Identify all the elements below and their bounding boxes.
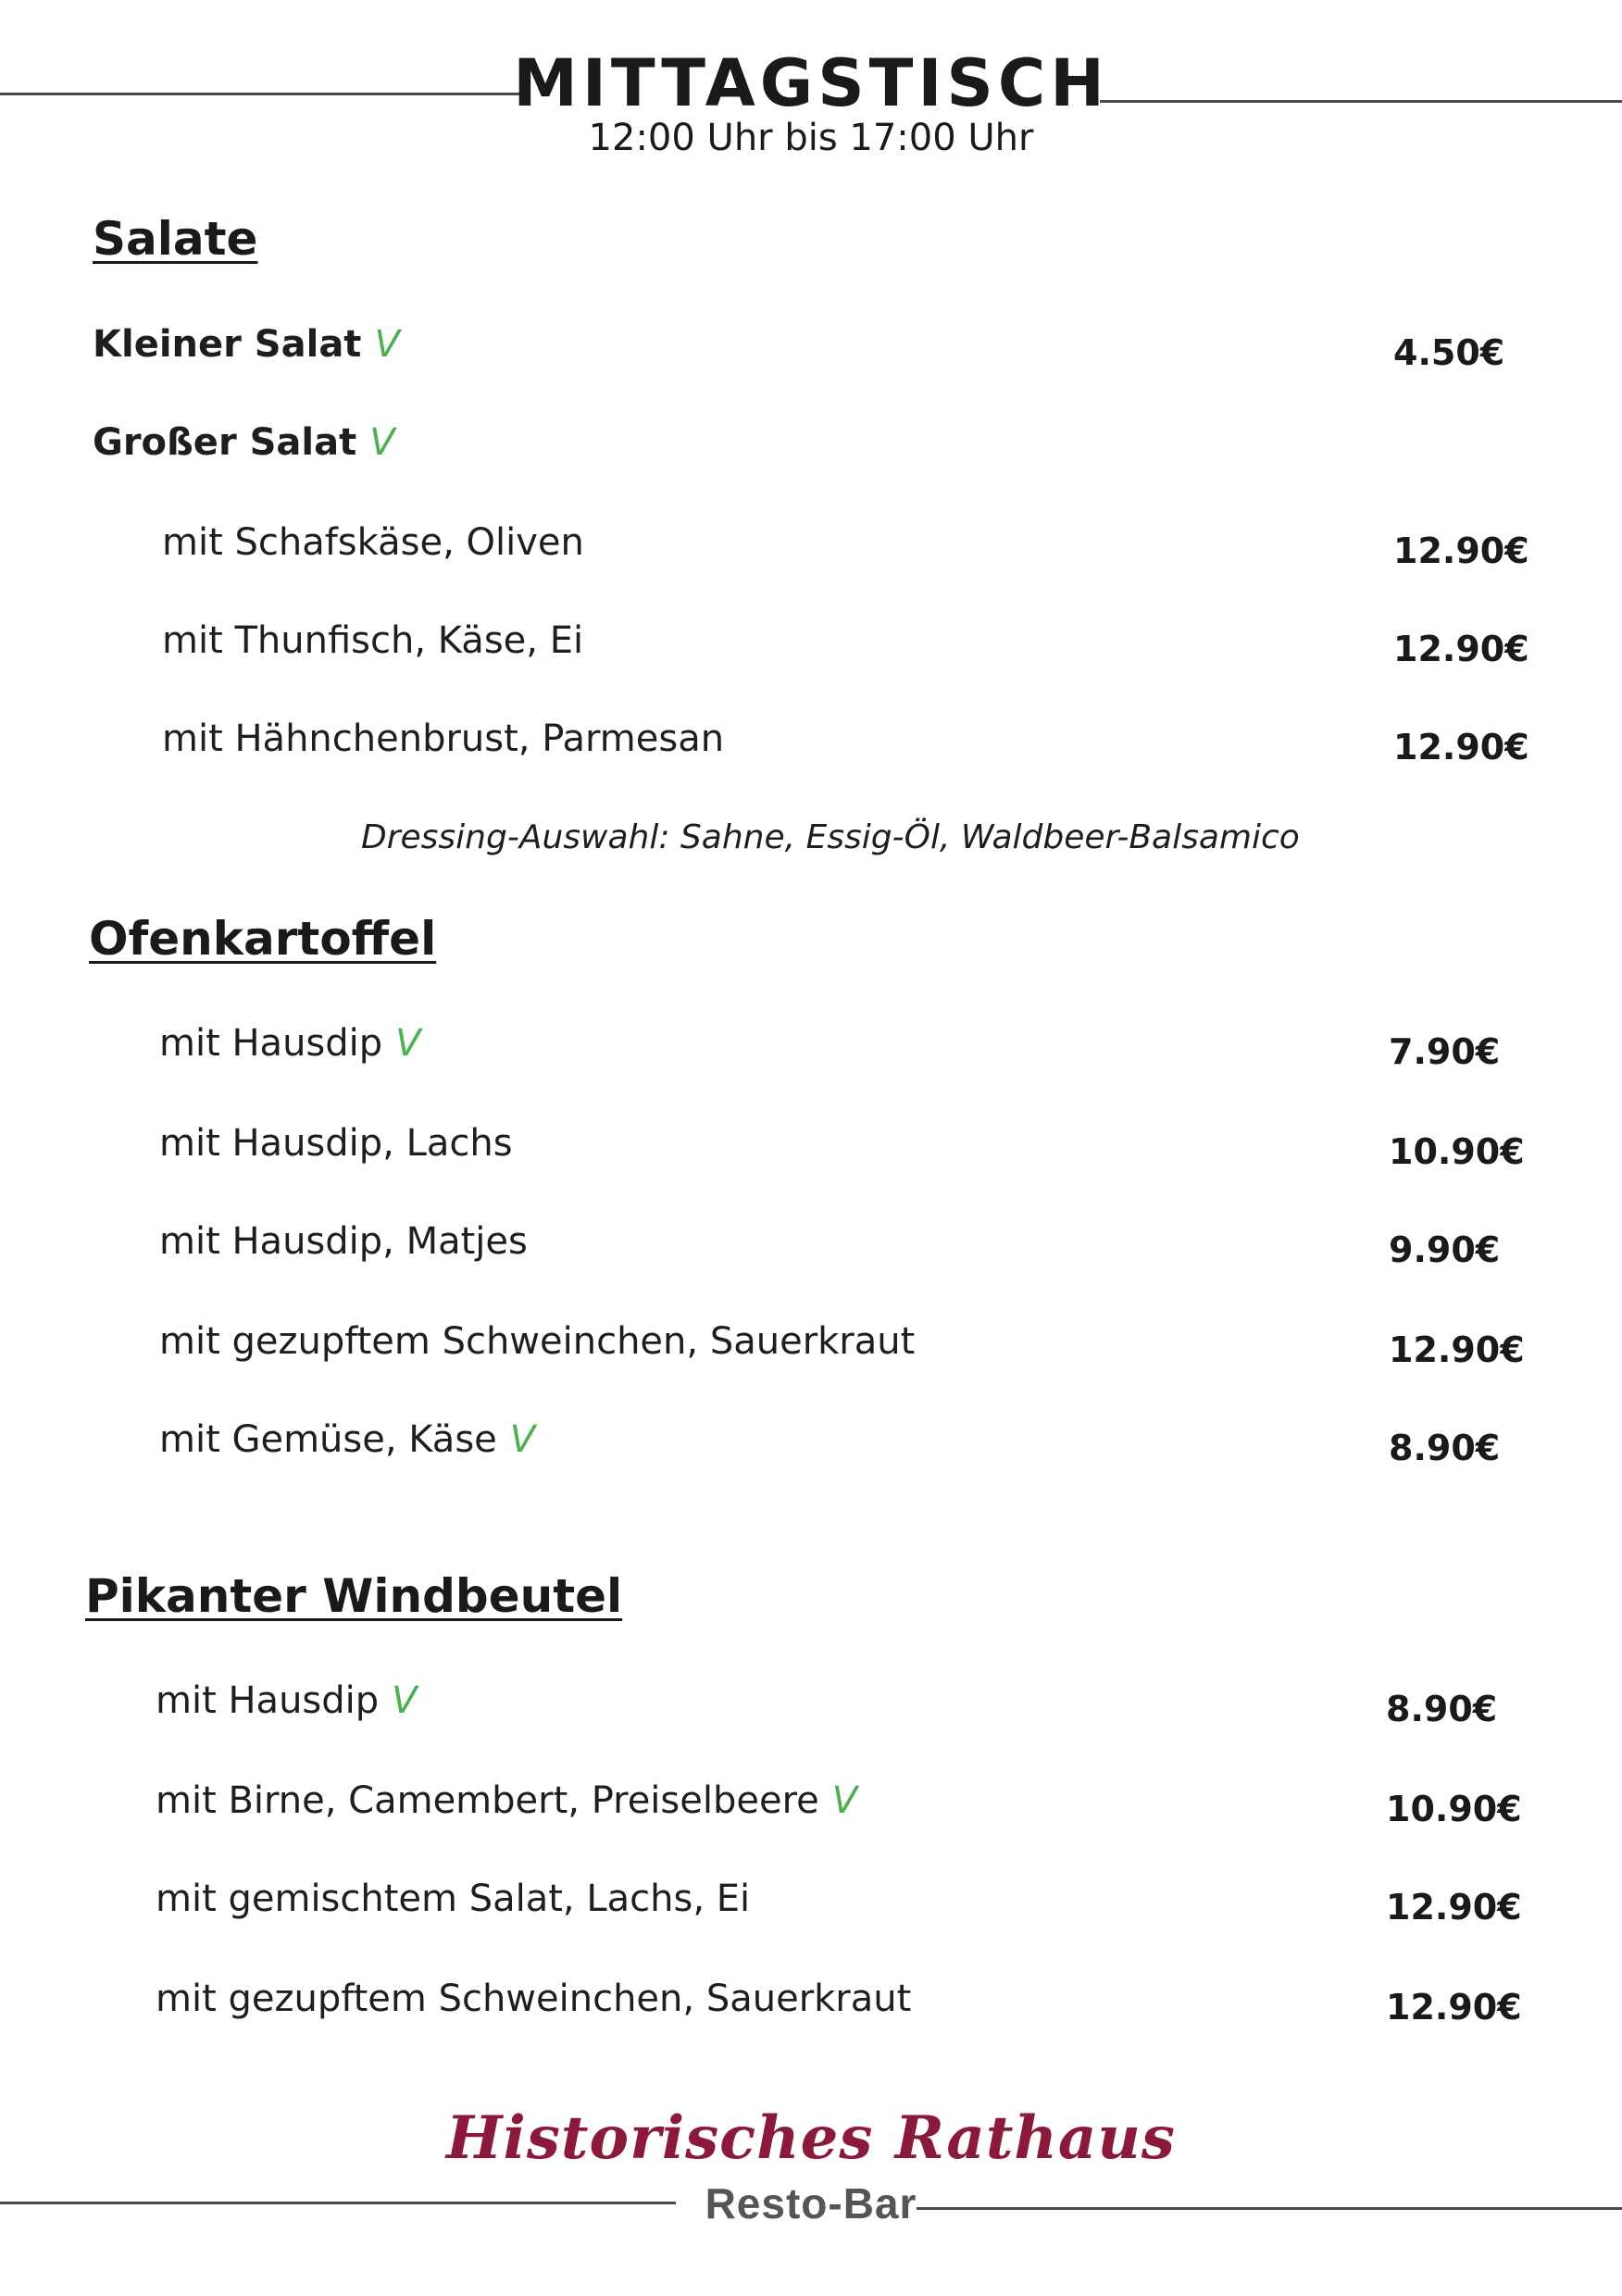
menu-item (162, 618, 583, 664)
vegetarian-marker: V (374, 323, 400, 366)
vegetarian-marker: V (509, 1418, 536, 1461)
dressing-note: Dressing-Auswahl: Sahne, Essig-Öl, Waldbeer-Balsamico (361, 818, 1300, 856)
menu-item (93, 321, 400, 368)
vegetarian-marker: V (395, 1022, 421, 1065)
item-name: mit Hähnchenbrust, Parmesan (162, 718, 725, 760)
item-name: mit Hausdip (159, 1022, 383, 1065)
opening-hours: 12:00 Uhr bis 17:00 Uhr (588, 117, 1034, 159)
section-title-salate: Salate (93, 212, 258, 266)
menu-item (156, 1678, 418, 1724)
vegetarian-marker: V (392, 1679, 418, 1722)
menu-item (93, 419, 395, 466)
restaurant-logo-name: Historisches Rathaus (446, 2103, 1176, 2173)
item-name: Großer Salat (93, 421, 357, 464)
item-name: Kleiner Salat (93, 323, 362, 366)
item-name: mit gezupftem Schweinchen, Sauerkraut (156, 1978, 912, 2020)
item-price: 8.90€ (1389, 1428, 1501, 1468)
item-price: 12.90€ (1389, 1329, 1525, 1370)
menu-item (162, 519, 584, 566)
menu-item (159, 1416, 535, 1463)
item-name: mit Gemüse, Käse (159, 1418, 497, 1461)
menu-item (162, 716, 724, 762)
item-price: 4.50€ (1393, 332, 1505, 373)
item-name: mit Birne, Camembert, Preiselbeere (156, 1779, 819, 1822)
menu-item (159, 1020, 421, 1067)
menu-item (156, 1876, 750, 1922)
vegetarian-marker: V (369, 421, 395, 464)
item-name: mit Hausdip (156, 1679, 380, 1722)
vegetarian-marker: V (831, 1779, 858, 1822)
item-name: mit Hausdip, Lachs (159, 1122, 513, 1165)
restaurant-logo-subtitle: Resto-Bar (705, 2179, 917, 2227)
item-name: mit Hausdip, Matjes (159, 1220, 528, 1263)
item-name: mit gezupftem Schweinchen, Sauerkraut (159, 1320, 916, 1363)
menu-item (156, 1976, 911, 2022)
item-price: 12.90€ (1393, 629, 1529, 669)
item-name: mit Schafskäse, Oliven (162, 521, 584, 564)
item-name: mit gemischtem Salat, Lachs, Ei (156, 1878, 751, 1920)
item-price: 10.90€ (1386, 1789, 1522, 1829)
item-price: 12.90€ (1393, 727, 1529, 767)
item-name: mit Thunfisch, Käse, Ei (162, 619, 584, 662)
item-price: 12.90€ (1386, 1887, 1522, 1928)
menu-item (159, 1120, 513, 1167)
menu-item (159, 1218, 528, 1265)
section-title-ofenkartoffel: Ofenkartoffel (89, 912, 437, 966)
section-title-pikanter-windbeutel: Pikanter Windbeutel (85, 1569, 623, 1623)
menu-item (159, 1318, 915, 1365)
menu-item (156, 1778, 857, 1824)
item-price: 12.90€ (1386, 1987, 1522, 2028)
page-title: MITTAGSTISCH (513, 45, 1109, 121)
item-price: 8.90€ (1386, 1689, 1498, 1729)
item-price: 9.90€ (1389, 1229, 1501, 1270)
item-price: 7.90€ (1389, 1031, 1501, 1072)
item-price: 12.90€ (1393, 530, 1529, 571)
item-price: 10.90€ (1389, 1131, 1525, 1172)
